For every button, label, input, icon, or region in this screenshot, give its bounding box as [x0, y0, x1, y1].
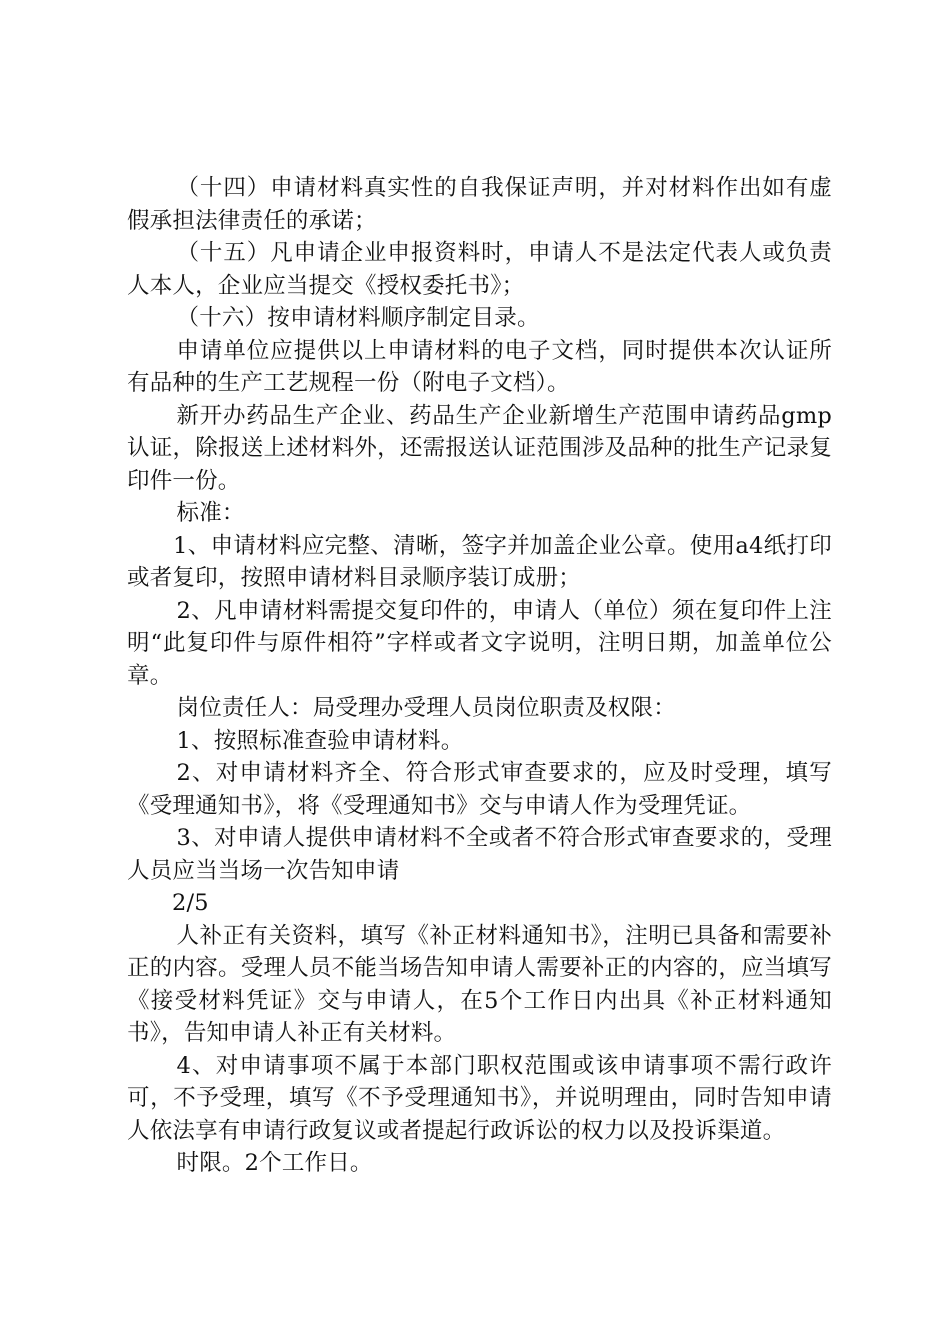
paragraph-item-16: （十六）按申请材料顺序制定目录。 — [176, 305, 540, 331]
paragraph-duty-1: 1、按照标准查验申请材料。 — [176, 727, 464, 754]
document-body — [127, 172, 832, 1180]
paragraph-new-enterprise-requirement: 新开办药品生产企业、药品生产企业新增生产范围申请药品gmp认证，除报送上述材料外，还需报送认证范围涉及品种的批生产记录复印件一份。 — [127, 402, 832, 494]
page-number: 2/5 — [172, 890, 209, 916]
paragraph-item-14: （十四）申请材料真实性的自我保证声明，并对材料作出如有虚假承担法律责任的承诺； — [127, 175, 832, 234]
paragraph-duty-2: 2、对申请材料齐全、符合形式审查要求的，应及时受理，填写《受理通知书》，将《受理通知书》交与申请人作为受理凭证。 — [127, 760, 832, 819]
paragraph-duty-3: 3、对申请人提供申请材料不全或者不符合形式审查要求的，受理人员应当当场一次告知申请 — [127, 825, 832, 884]
paragraph-standard-1: 1、申请材料应完整、清晰，签字并加盖企业公章。使用a4纸打印或者复印，按照申请材料目录顺序装订成册； — [127, 532, 832, 591]
paragraph-duty-4: 4、对申请事项不属于本部门职权范围或该申请事项不需行政许可，不予受理，填写《不予受理通知书》，并说明理由，同时告知申请人依法享有申请行政复议或者提起行政诉讼的权力以及投诉渠道。 — [127, 1052, 832, 1144]
paragraph-duty-3-continued: 人补正有关资料，填写《补正材料通知书》，注明已具备和需要补正的内容。受理人员不能当场告知申请人需要补正的内容的，应当填写《接受材料凭证》交与申请人，在5个工作日内出具《补正材料通知书》，告知申请人补正有关材料。 — [127, 922, 832, 1046]
paragraph-responsible-person: 岗位责任人：局受理办受理人员岗位职责及权限： — [176, 695, 676, 721]
paragraph-standard-2: 2、凡申请材料需提交复印件的，申请人（单位）须在复印件上注明“此复印件与原件相符”字样或者文字说明，注明日期，加盖单位公章。 — [127, 597, 832, 689]
paragraph-standard-heading: 标准： — [176, 500, 245, 526]
paragraph-electronic-documents: 申请单位应提供以上申请材料的电子文档，同时提供本次认证所有品种的生产工艺规程一份（附电子文档）。 — [127, 337, 832, 396]
paragraph-item-15: （十五）凡申请企业申报资料时，申请人不是法定代表人或负责人本人，企业应当提交《授权委托书》； — [127, 240, 832, 299]
paragraph-time-limit: 时限。2个工作日。 — [176, 1150, 373, 1176]
